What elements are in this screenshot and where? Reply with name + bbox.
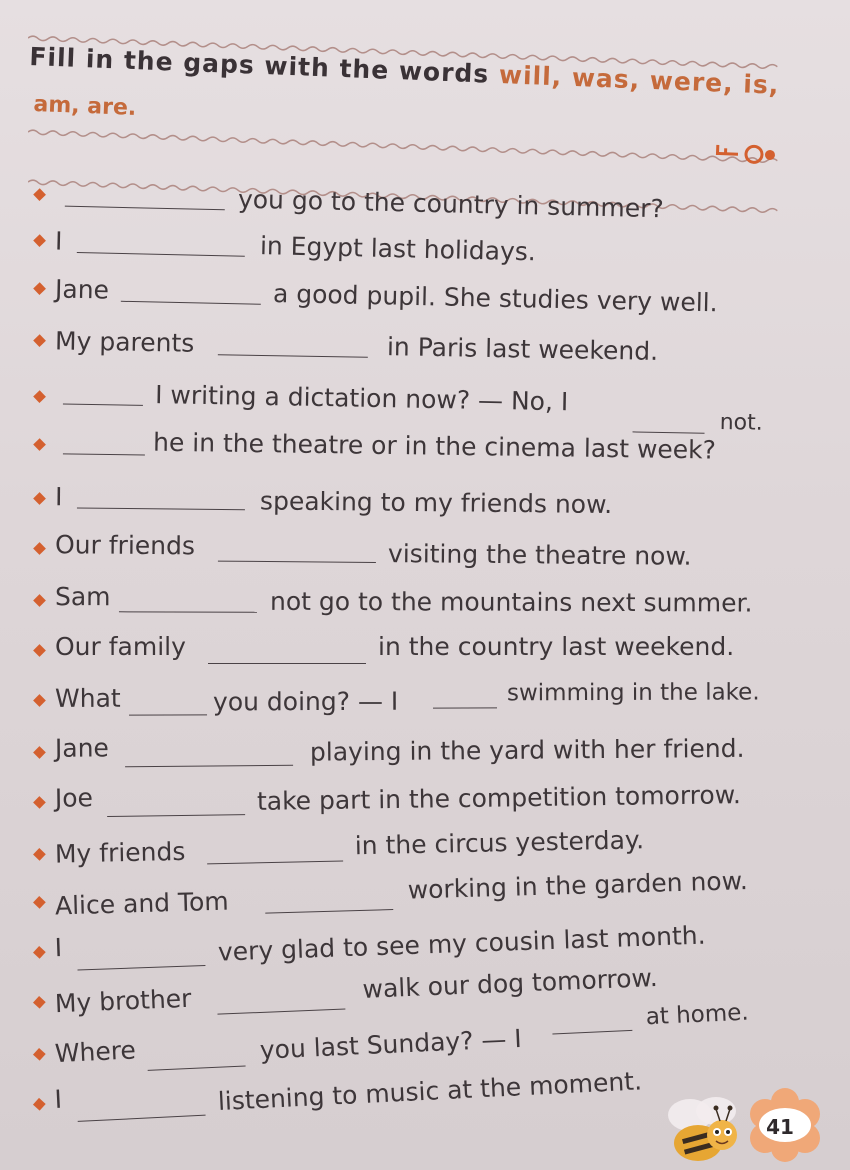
sentence-after: he in the theatre or in the cinema last week? [152,427,717,465]
sentence-10 [35,632,795,676]
sentence-after: I writing a dictation now? — No, I [154,380,569,417]
instruction-words: will, was, were, is, [498,60,780,100]
answer-gap[interactable] [125,764,293,767]
bullet-icon [33,282,46,295]
sentence-before: Jane [54,733,109,763]
answer-gap[interactable] [63,402,143,405]
sentence-after: you last Sunday? — I [259,1023,523,1065]
bullet-icon [33,896,46,909]
bullet-icon [33,848,46,861]
answer-gap[interactable] [121,300,261,305]
answer-gap[interactable] [218,560,376,563]
sentence-6 [35,426,796,481]
bullet-icon [33,694,46,707]
sentence-before: What [54,683,121,713]
sentence-4 [35,322,796,379]
sentence-after: listening to music at the moment. [217,1066,643,1117]
sentence-after: playing in the yard with her friend. [309,733,745,767]
bullet-icon [33,946,46,959]
answer-gap[interactable] [129,713,207,715]
bullet-icon [33,746,46,759]
sentence-before: My brother [54,983,192,1019]
answer-gap[interactable] [207,860,343,865]
sentence-before: My parents [54,326,195,358]
sentence-before: Our family [55,632,186,661]
sentence-after: in the country last weekend. [378,632,735,661]
middle-wavy-divider [28,128,778,165]
sentence-12 [35,727,795,778]
sentence-after: in Paris last weekend. [386,332,659,366]
answer-gap[interactable] [148,1064,246,1070]
sentence-after: very glad to see my cousin last month. [217,920,706,967]
sentence-after: take part in the competition tomorrow. [256,780,742,816]
key-icon [710,141,781,168]
sentence-after: walk our dog tomorrow. [362,963,659,1004]
sentence-after: you doing? — I [212,686,399,717]
bullet-icon [33,234,46,247]
sentence-before: Where [54,1035,137,1069]
sentence-after: in Egypt last holidays. [259,231,537,267]
answer-gap[interactable] [218,353,368,358]
sentence-after-2: at home. [645,999,750,1031]
sentence-before: Joe [54,783,94,813]
bullet-icon [33,1048,46,1061]
page-number: 41 [766,1115,794,1139]
answer-gap[interactable] [65,205,225,211]
sentence-9 [35,582,795,629]
sentence-after: you go to the country in summer? [237,184,665,224]
bullet-icon [33,438,46,451]
answer-gap[interactable] [217,1008,345,1015]
instruction-line-2: am, are. [33,92,137,121]
bullet-icon [33,542,46,555]
sentence-11 [35,679,795,726]
bullet-icon [33,644,46,657]
sentence-after: speaking to my friends now. [259,486,613,520]
sentence-13 [35,773,796,828]
sentence-after: a good pupil. She studies very well. [272,278,718,318]
answer-gap[interactable] [77,251,245,257]
bullet-icon [33,996,46,1009]
sentence-before: My friends [54,836,186,869]
sentence-after: working in the garden now. [407,866,749,905]
sentence-7 [35,480,795,532]
answer-gap[interactable] [77,964,205,970]
sentence-after: visiting the theatre now. [387,539,692,571]
sentence-before: I [54,933,63,963]
answer-gap[interactable] [552,1029,632,1035]
sentence-before: Jane [54,274,110,305]
sentence-before: I [54,482,63,512]
sentence-before: Alice and Tom [54,886,230,921]
sentence-before: I [54,226,63,256]
bullet-icon [33,1098,46,1111]
sentence-after: not go to the mountains next summer. [269,586,753,618]
sentence-8 [35,530,795,581]
bullet-icon [33,390,46,403]
answer-gap[interactable] [107,813,245,817]
answer-gap[interactable] [78,1114,206,1122]
bullet-icon [33,796,46,809]
sentence-after: in the circus yesterday. [354,825,645,861]
sentence-before: I [53,1084,63,1115]
sentence-before: Sam [54,582,111,612]
bullet-icon [33,188,46,201]
answer-gap[interactable] [77,506,245,510]
sentence-after-2: swimming in the lake. [506,679,760,707]
answer-gap[interactable] [433,706,497,708]
answer-gap[interactable] [63,452,145,455]
answer-gap[interactable] [265,908,393,914]
bullet-icon [33,594,46,607]
answer-gap[interactable] [119,610,257,612]
bullet-icon [33,492,46,505]
sentence-after-2: not. [719,409,763,436]
sentence-before: Our friends [54,530,196,561]
bullet-icon [33,334,46,347]
answer-gap[interactable] [633,430,705,433]
answer-gap[interactable] [208,662,366,664]
instruction-prefix: Fill in the gaps with the words [28,42,490,89]
